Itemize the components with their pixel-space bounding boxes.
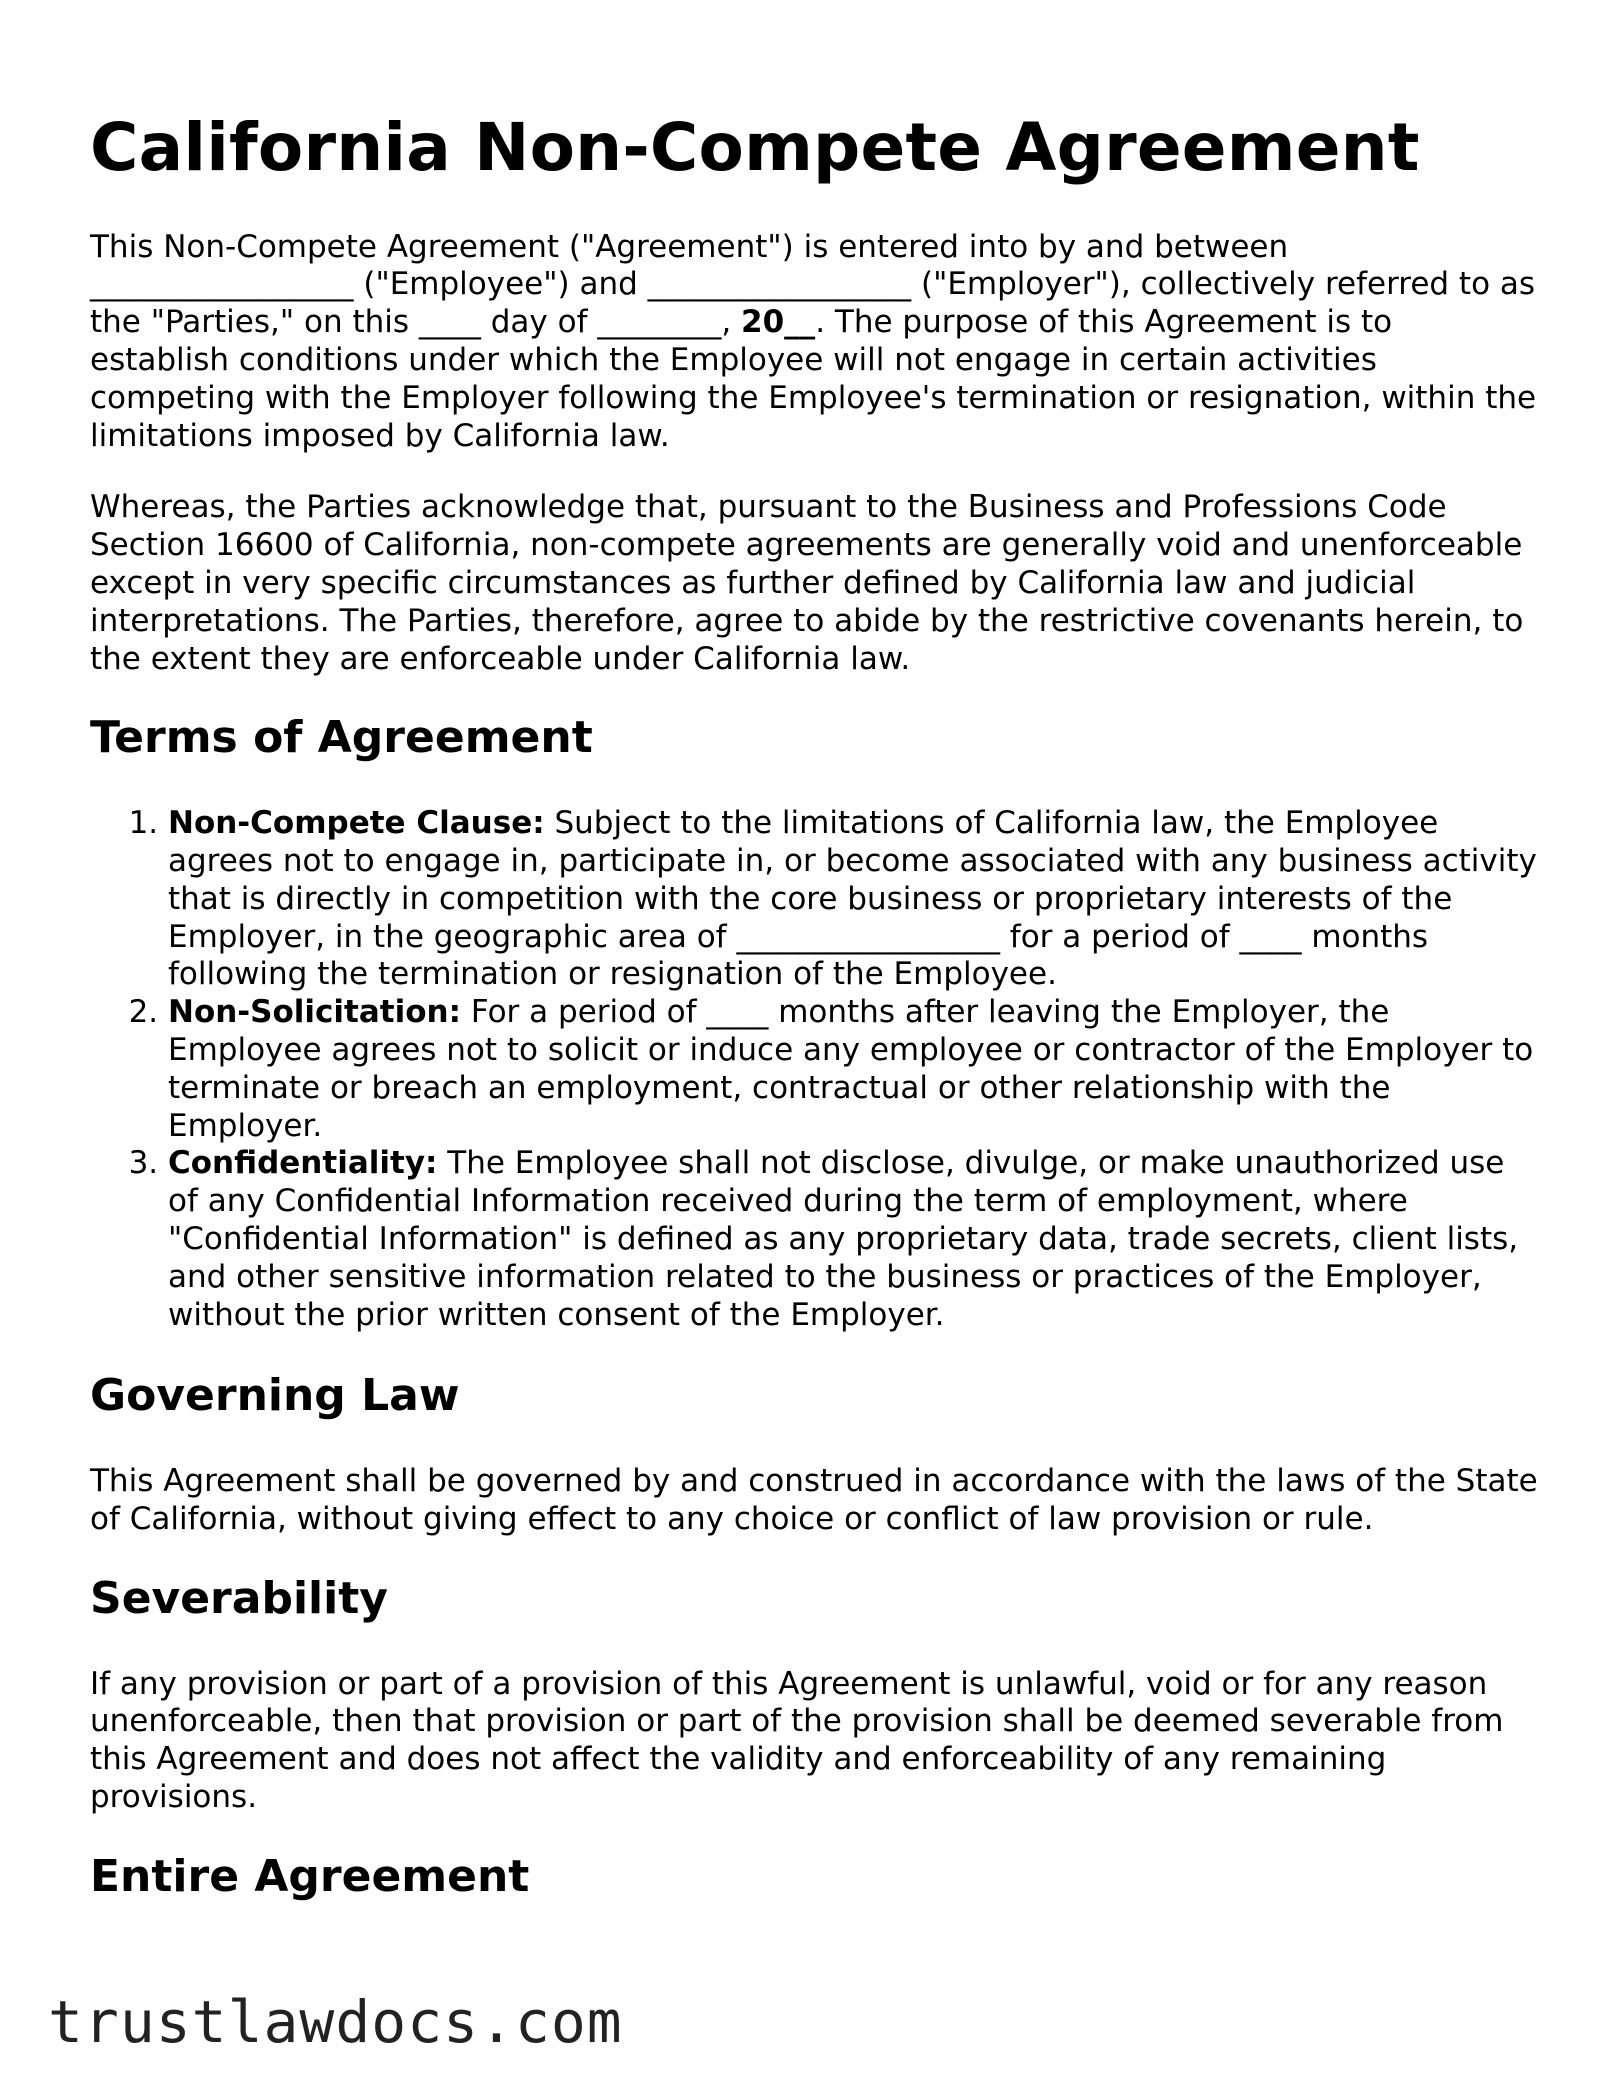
term-text: Subject to the limitations of California law, the Employee agrees not to engage in, participate in, or become associated with any business activity that is directly in competition with the core business or proprietary interests of the Employer, in the geographic area of _________________ for a period of ____ months following the termination or resignation of the Employee. bbox=[168, 805, 1537, 993]
document-page bbox=[90, 109, 1540, 1943]
term-title: Non-Solicitation: bbox=[168, 994, 462, 1031]
document-title: California Non-Compete Agreement bbox=[90, 109, 1420, 186]
term-item-confidentiality bbox=[168, 1145, 1540, 1334]
intro-year-prefix: 20__ bbox=[741, 304, 816, 341]
terms-heading: Terms of Agreement bbox=[90, 712, 593, 764]
term-item-non-solicitation bbox=[168, 994, 1540, 1145]
governing-law-paragraph: This Agreement shall be governed by and construed in accordance with the laws of the State of California, without giving effect to any choice or conflict of law provision or rule. bbox=[90, 1463, 1538, 1537]
intro-paragraph bbox=[90, 229, 1540, 456]
severability-heading: Severability bbox=[90, 1572, 388, 1624]
severability-paragraph: If any provision or part of a provision of this Agreement is unlawful, void or for any reason unenforceable, then that provision or part of the provision shall be deemed severable from this Agreement and does not affect the validity and enforceability of any remaining provisions. bbox=[90, 1665, 1504, 1815]
watermark: trustlawdocs.com bbox=[48, 1988, 623, 2056]
terms-list bbox=[90, 805, 1540, 1334]
term-text: For a period of ____ months after leaving the Employer, the Employee agrees not to solicit or induce any employee or contractor of the Employer to terminate or breach an employment, contractual or other relationship with the Employer. bbox=[168, 994, 1534, 1144]
term-text: The Employee shall not disclose, divulge, or make unauthorized use of any Confidential Information received during the term of employment, where "Confidential Information" is defined as any proprietary data, trade secrets, client lists, and other sensitive information related to the business or practices of the Employer, without the prior written consent of the Employer. bbox=[168, 1145, 1519, 1333]
term-title: Confidentiality: bbox=[168, 1145, 438, 1182]
entire-agreement-heading: Entire Agreement bbox=[90, 1850, 530, 1902]
intro-text-part2: . The purpose of this Agreement is to establish conditions under which the Employee will not engage in certain activities competing with the Employer following the Employee's termination or resignation, within the limitations imposed by California law. bbox=[90, 304, 1537, 454]
intro-text-part1: This Non-Compete Agreement ("Agreement") is entered into by and between _________________ ("Employee") and _________________ ("Employer"), collectively referred to as the "Parties," on this ____ day of ________, bbox=[90, 228, 1536, 341]
term-title: Non-Compete Clause: bbox=[168, 805, 545, 842]
term-item-non-compete bbox=[168, 805, 1540, 994]
governing-law-heading: Governing Law bbox=[90, 1370, 460, 1422]
whereas-paragraph: Whereas, the Parties acknowledge that, pursuant to the Business and Professions Code Section 16600 of California, non-compete agreements are generally void and unenforceable except in very specific circumstances as further defined by California law and judicial interpretations. The Parties, therefore, agree to abide by the restrictive covenants herein, to the extent they are enforceable under California law. bbox=[90, 489, 1524, 677]
